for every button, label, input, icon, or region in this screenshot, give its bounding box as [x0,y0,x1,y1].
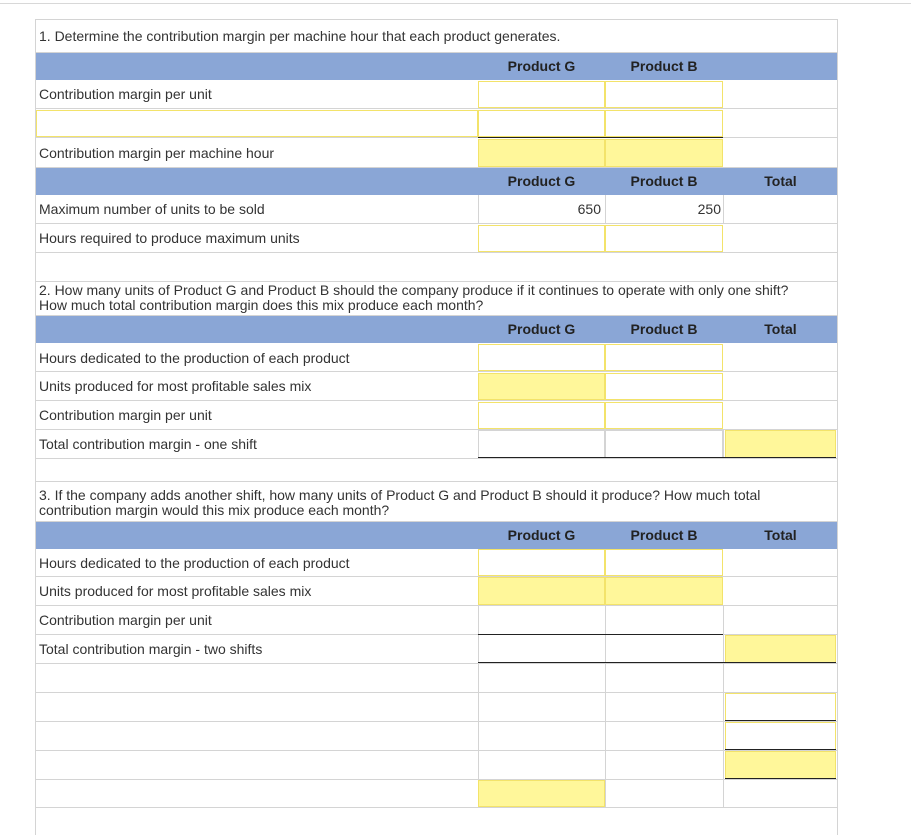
q1-header2-row [36,168,837,195]
max-units-b-value: 250 [697,201,721,217]
q1-header2-total: Total [764,173,797,189]
q3-units-b-input[interactable] [605,577,723,605]
row-label: Contribution margin per unit [39,86,212,102]
q2-cm-unit-g-input[interactable] [478,402,605,429]
extra-row-4 [36,751,837,780]
q1-row-max-units [36,195,837,224]
underline [725,749,836,750]
q3-row-total-cm [36,635,837,664]
q1-cm-unit-g-input[interactable] [478,81,605,108]
row-label: Contribution margin per unit [39,407,212,423]
q3-row-cm-unit [36,606,837,635]
extra-row-2 [36,693,837,722]
q2-units-g-input[interactable] [478,373,605,400]
spacer-row [36,459,837,482]
row-label: Maximum number of units to be sold [39,201,265,217]
q1-header2-product-g: Product G [507,173,576,189]
q3-hours-b-input[interactable] [605,549,723,576]
q1-blank-g-input[interactable] [478,110,605,137]
extra-total-input-3[interactable] [725,751,836,779]
q3-header-row [36,522,837,549]
extra-row-5 [36,780,837,808]
row-label: Total contribution margin - one shift [39,436,257,452]
underline [725,720,836,721]
q1-header-product-g: Product G [507,58,576,74]
q2-header-row [36,316,837,343]
q2-row-total-cm [36,430,837,459]
q1-hours-b-input[interactable] [605,225,723,252]
q3-question-line2: contribution margin would this mix produce each month? [39,502,390,518]
q1-row-hours-required [36,224,837,253]
row-label: Contribution margin per machine hour [39,145,275,161]
q1-question-row [36,20,837,53]
row-label: Units produced for most profitable sales mix [39,583,312,599]
q1-row-cm-per-unit [36,80,837,109]
underline [478,457,836,458]
extra-row-1 [36,664,837,693]
q1-question: 1. Determine the contribution margin per machine hour that each product generates. [39,28,561,44]
q3-row-units [36,577,837,606]
row-label: Hours dedicated to the production of each product [39,350,350,366]
q1-cm-hour-b-input[interactable] [605,139,723,167]
q3-question-line1: 3. If the company adds another shift, how many units of Product G and Product B should it produce? How much total [39,487,761,503]
q2-units-b-input[interactable] [605,373,723,400]
underline [725,778,836,779]
q2-question-row [36,282,837,316]
q2-header-product-g: Product G [507,321,576,337]
q1-cm-unit-b-input[interactable] [605,81,723,108]
q1-hours-g-input[interactable] [478,225,605,252]
q2-row-units [36,372,837,401]
q2-header-product-b: Product B [630,321,698,337]
q3-hours-g-input[interactable] [478,549,605,576]
row-label: Units produced for most profitable sales mix [39,378,312,394]
q1-cm-hour-g-input[interactable] [478,139,605,167]
max-units-g-value: 650 [577,201,601,217]
q3-cm-unit-b-input[interactable] [605,606,723,634]
q2-cm-unit-b-input[interactable] [605,402,723,429]
top-divider [0,3,911,4]
q3-cm-unit-g-input[interactable] [478,606,605,634]
extra-total-input-1[interactable] [725,693,836,721]
spacer-row [36,253,837,282]
q3-total-cm-input[interactable] [725,635,836,663]
row-label: Hours required to produce maximum units [39,230,300,246]
q1-header-row [36,53,837,80]
q2-question-line2: How much total contribution margin does this mix produce each month? [39,297,484,313]
extra-row-6 [36,808,837,835]
q3-header-product-b: Product B [630,527,698,543]
q2-question-line1: 2. How many units of Product G and Product B should the company produce if it continues to operate with only one shift? [39,282,789,298]
row-label: Total contribution margin - two shifts [39,641,263,657]
q3-header-product-g: Product G [507,527,576,543]
q2-row-hours [36,343,837,372]
q3-header-total: Total [764,527,797,543]
extra-g-input[interactable] [478,780,605,807]
q3-row-hours [36,549,837,577]
q2-hours-g-input[interactable] [478,344,605,371]
q2-total-g-input[interactable] [478,430,605,458]
extra-row-3 [36,722,837,751]
worksheet [35,19,838,835]
q1-header-product-b: Product B [630,58,698,74]
q1-blank-b-input[interactable] [605,110,723,137]
q1-header2-product-b: Product B [630,173,698,189]
q2-total-cm-input[interactable] [725,430,836,458]
q2-hours-b-input[interactable] [605,344,723,371]
q1-row-cm-per-hour [36,138,837,168]
underline [478,662,836,663]
q1-blank-label-input[interactable] [36,110,478,137]
q2-row-cm-unit [36,401,837,430]
q2-total-b-input[interactable] [605,430,723,458]
row-label: Hours dedicated to the production of each product [39,555,350,571]
q3-question-row [36,482,837,522]
row-label: Contribution margin per unit [39,612,212,628]
extra-total-input-2[interactable] [725,722,836,750]
q2-header-total: Total [764,321,797,337]
q3-units-g-input[interactable] [478,577,605,605]
q1-row-blank [36,109,837,138]
